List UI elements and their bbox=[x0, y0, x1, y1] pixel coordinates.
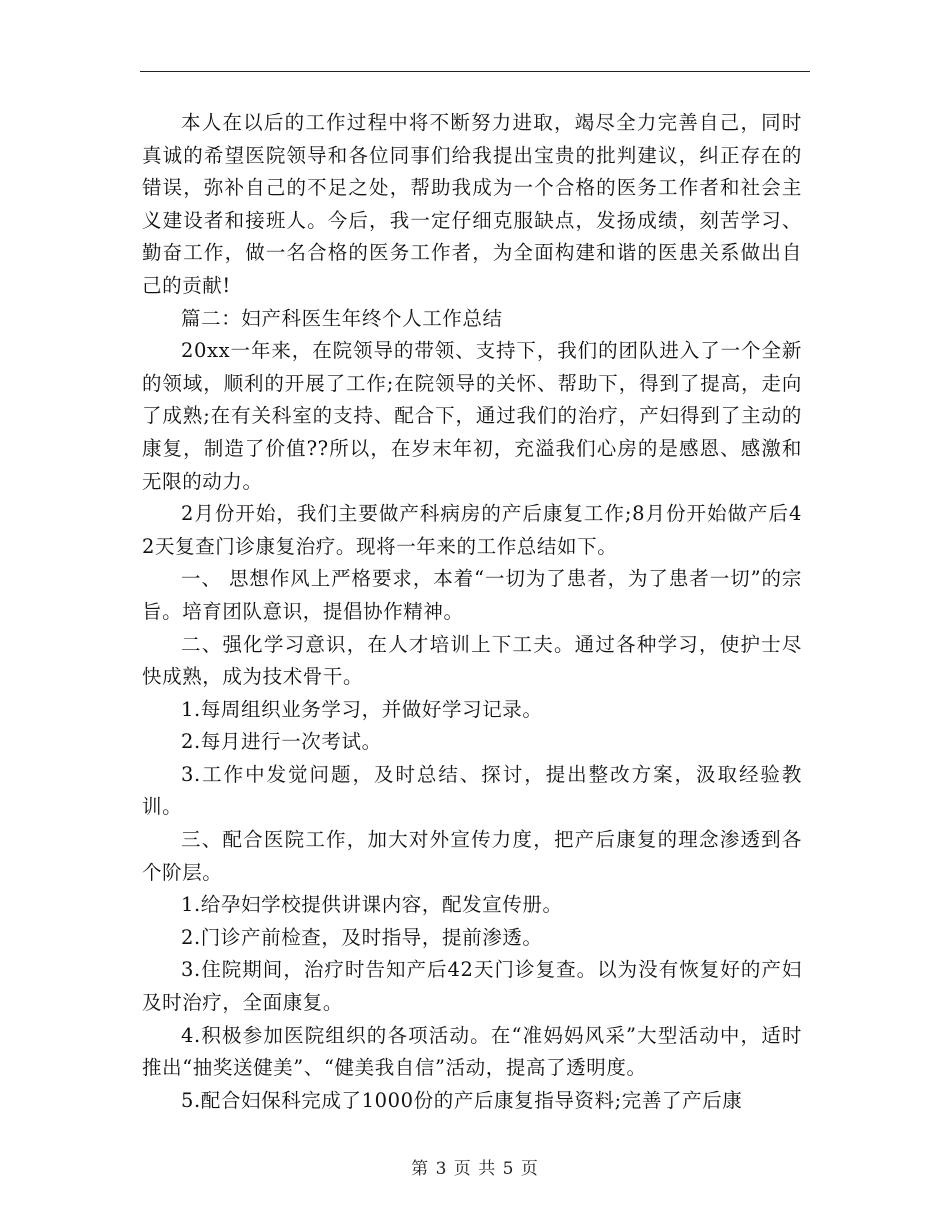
paragraph: 2月份开始，我们主要做产科病房的产后康复工作;8月份开始做产后42天复查门诊康复治疗。现将一年来的工作总结如下。 bbox=[142, 502, 802, 558]
document-body bbox=[142, 107, 802, 1117]
header-rule bbox=[140, 71, 810, 72]
list-item: 3.住院期间，治疗时告知产后42天门诊复查。以为没有恢复好的产妇及时治疗，全面康复。 bbox=[142, 958, 802, 1015]
paragraph: 本人在以后的工作过程中将不断努力进取，竭尽全力完善自己，同时真诚的希望医院领导和各位同事们给我提出宝贵的批判建议，纠正存在的错误，弥补自己的不足之处，帮助我成为一个合格的医务工作者和社会主义建设者和接班人。今后，我一定仔细克服缺点，发扬成绩，刻苦学习、勤奋工作，做一名合格的医务工作者，为全面构建和谐的医患关系做出自己的贡献! bbox=[142, 111, 802, 297]
list-item: 5.配合妇保科完成了1000份的产后康复指导资料;完善了产后康 bbox=[181, 1088, 743, 1112]
paragraph: 20xx一年来，在院领导的带领、支持下，我们的团队进入了一个全新的领域，顺利的开展了工作;在院领导的关怀、帮助下，得到了提高，走向了成熟;在有关科室的支持、配合下，通过我们的治疗，产妇得到了主动的康复，制造了价值??所以，在岁末年初，充溢我们心房的是感恩、感激和无限的动力。 bbox=[142, 339, 802, 493]
list-item: 2.每月进行一次考试。 bbox=[181, 730, 382, 754]
page-footer: 第 3 页 共 5 页 bbox=[411, 1159, 539, 1179]
list-item: 1.给孕妇学校提供讲课内容，配发宣传册。 bbox=[181, 893, 563, 917]
list-item: 3.工作中发觉问题，及时总结、探讨，提出整改方案，汲取经验教训。 bbox=[142, 762, 802, 819]
paragraph: 三、配合医院工作，加大对外宣传力度，把产后康复的理念渗透到各个阶层。 bbox=[142, 828, 802, 884]
paragraph: 一、 思想作风上严格要求，本着“一切为了患者，为了患者一切”的宗旨。培育团队意识，提倡协作精神。 bbox=[142, 567, 802, 623]
list-item: 2.门诊产前检查，及时指导，提前渗透。 bbox=[181, 925, 543, 949]
list-item: 1.每周组织业务学习，并做好学习记录。 bbox=[181, 697, 543, 721]
paragraph: 二、强化学习意识，在人才培训上下工夫。通过各种学习，使护士尽快成熟，成为技术骨干。 bbox=[142, 632, 802, 689]
section-heading: 篇二：妇产科医生年终个人工作总结 bbox=[181, 306, 503, 330]
list-item: 4.积极参加医院组织的各项活动。在“准妈妈风采”大型活动中，适时推出“抽奖送健美”、“健美我自信”活动，提高了透明度。 bbox=[142, 1023, 802, 1080]
